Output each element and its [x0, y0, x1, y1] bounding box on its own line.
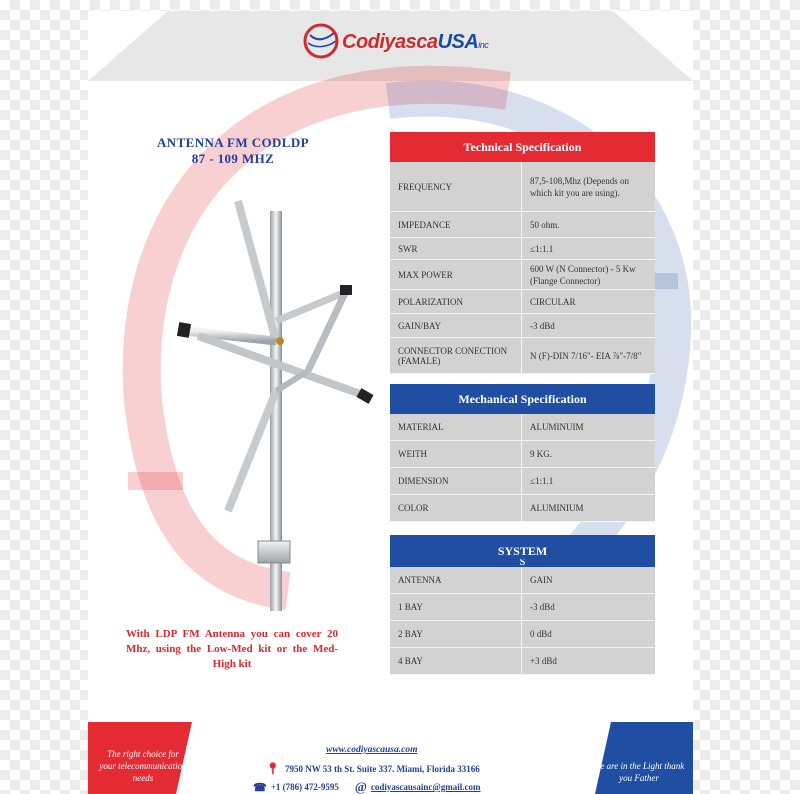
spec-label: COLOR: [390, 495, 522, 521]
spec-value: -3 dBd: [530, 602, 555, 612]
table-row: [390, 260, 655, 290]
map-pin-icon: 📍︎: [266, 763, 280, 775]
mechanical-spec-table: [390, 384, 655, 522]
table-row: [390, 495, 655, 522]
header-corner-right: [613, 11, 693, 81]
spec-label: ANTENNA: [390, 567, 522, 593]
mechanical-spec-header: Mechanical Specification: [390, 384, 655, 414]
table-row: [390, 314, 655, 338]
spec-label: MAX POWER: [390, 260, 522, 289]
product-title-line2: 87 - 109 MHZ: [191, 151, 275, 166]
phone-icon: ☎: [253, 781, 267, 794]
spec-value: +3 dBd: [530, 656, 557, 666]
header-corner-left: [88, 11, 168, 81]
spec-label: SWR: [390, 238, 522, 259]
footer: [88, 722, 693, 794]
phone-number[interactable]: +1 (786) 472-9595: [270, 782, 339, 792]
product-description: With LDP FM Antenna you can cover 20 Mhz, using the Low-Med kit or the Med-High kit: [126, 628, 338, 670]
address-text: 7950 NW 53 th St. Suite 337. Miami, Florida 33166: [284, 763, 480, 774]
brand-name-main: Codiyasca: [342, 31, 438, 53]
spec-label: 1 BAY: [390, 594, 522, 620]
at-sign-icon: @: [354, 779, 367, 794]
spec-value: N (F)-DIN 7/16"- EIA ⅞"-7/8": [530, 350, 642, 361]
spec-value: 9 KG.: [530, 449, 552, 459]
spec-label: IMPEDANCE: [390, 212, 522, 237]
systems-table: [390, 535, 655, 675]
spec-label: FREQUENCY: [390, 162, 522, 211]
footer-right-tagline: We are in the Light thank you Father: [593, 761, 685, 783]
footer-left-tagline: The right choice for your telecommunication needs: [99, 749, 187, 783]
brand-name: [342, 31, 488, 54]
brand-logo: [302, 21, 512, 61]
spec-value: 50 ohm.: [530, 219, 560, 230]
product-title-line1: ANTENNA FM CODLDP: [157, 135, 309, 150]
table-row: [390, 567, 655, 594]
technical-spec-header: Technical Specification: [390, 132, 655, 162]
spec-value: 0 dBd: [530, 629, 552, 639]
table-row: [390, 441, 655, 468]
systems-header: [390, 535, 655, 567]
table-row: [390, 338, 655, 374]
brand-name-usa: USA: [437, 31, 479, 53]
spec-label: WEITH: [390, 441, 522, 467]
spec-label: 2 BAY: [390, 621, 522, 647]
product-title: [138, 135, 328, 167]
spec-value: GAIN: [530, 575, 553, 585]
brand-name-inc: inc: [478, 40, 489, 50]
table-row: [390, 648, 655, 675]
spec-value: ≤1:1.1: [530, 476, 554, 486]
spec-value: -3 dBd: [530, 320, 555, 331]
brochure-page: [88, 11, 693, 794]
table-row: [390, 468, 655, 495]
table-row: [390, 414, 655, 441]
website-link[interactable]: www.codiyascausa.com: [326, 745, 418, 755]
table-row: [390, 162, 655, 212]
spec-value: ALUMINIUM: [530, 503, 584, 513]
table-row: [390, 212, 655, 238]
globe-icon: [302, 21, 342, 61]
table-row: [390, 594, 655, 621]
spec-label: MATERIAL: [390, 414, 522, 440]
spec-label: GAIN/BAY: [390, 314, 522, 337]
spec-value: ≤1:1.1: [530, 243, 554, 254]
spec-value: ALUMINUIM: [530, 422, 584, 432]
email-link[interactable]: codiyascausainc@gmail.com: [370, 782, 481, 792]
antenna-image: [168, 191, 378, 611]
footer-contact: [253, 779, 481, 794]
spec-label: POLARIZATION: [390, 290, 522, 313]
footer-address: [266, 762, 480, 775]
table-row: [390, 290, 655, 314]
technical-spec-table: [390, 132, 655, 374]
systems-header-line2: S: [519, 559, 526, 567]
spec-value: 600 W (N Connector) - 5 Kw (Flange Connector): [530, 263, 636, 286]
systems-header-line1: SYSTEM: [497, 544, 548, 558]
table-row: [390, 621, 655, 648]
table-row: [390, 238, 655, 260]
spec-label: 4 BAY: [390, 648, 522, 674]
spec-label: CONNECTOR CONECTION (FAMALE): [390, 338, 522, 373]
spec-value: CIRCULAR: [530, 296, 576, 307]
spec-value: 87,5-108,Mhz (Depends on which kit you are using).: [530, 175, 629, 198]
spec-label: DIMENSION: [390, 468, 522, 494]
